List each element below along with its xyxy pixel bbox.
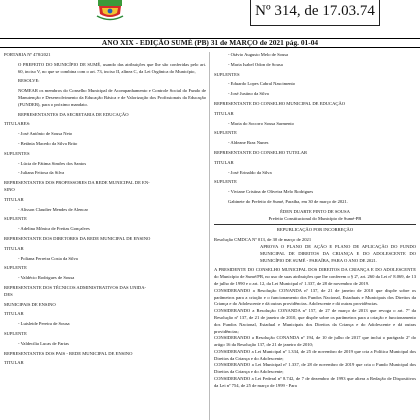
resolution-paragraph: CONSIDERANDO a Resolução CONANDA nº 194, de 10 de julho de 2017 que inclui o parágrafo 2º do artigo 16 da Resolução 137, de 21 de janeiro de 2010;: [214, 335, 416, 348]
member-name: - Juliana Feitosa da Silva: [18, 170, 65, 176]
municipality-logo: [96, 0, 124, 22]
resolution-number: Resolução CMDCA Nº 013, de 30 de março de 2021: [214, 237, 312, 243]
resolution-paragraph: CONSIDERANDO a Lei Municipal nº 1.334, de 25 de novembro de 2019 que cria a Política Municipal dos Direitos da Criança e do Adolescente;: [214, 348, 416, 361]
member-name: - Otávio Augusto Melo de Sousa: [228, 52, 289, 57]
section-title: REPRESENTANTE DO CONSELHO MUNICIPAL DE EDUCAÇÃO: [214, 100, 346, 106]
nomination-body: NOMEAR os membros do Conselho Municipal de Acompanhamento e Controle Social do Fundo de Manutenção e Desenvolvimento da Educação Básica e de Valorização dos Profissionais da Educação (FUNDEB), para o próximo mandato.: [18, 88, 206, 107]
titular-label: TITULAR: [4, 360, 24, 366]
titular-label: TITULAR: [4, 245, 24, 251]
section-title: REPRESENTANTE DO CONSELHO TUTELAR: [214, 149, 308, 155]
portaria-number: PORTARIA Nº 478/2021: [4, 52, 51, 57]
section-title: REPRESENTANTES DOS PAIS - REDE MUNICIPAL DE ENSINO: [4, 350, 133, 356]
left-column: [4, 52, 206, 420]
titular-label: TITULAR: [4, 311, 24, 317]
member-name: - José Erinaldo da Silva: [228, 169, 272, 175]
signer-role: Prefeito Constitucional do Município de Sumé-PB: [268, 215, 362, 221]
edition-line: ANO XIX - EDIÇÃO SUMÉ (PB) 31 de MARÇO de 2021 pág. 01-04: [0, 38, 420, 48]
member-name: - José Antônio de Sousa Neto: [18, 131, 73, 137]
suplentes-label: SUPLENTES: [214, 71, 240, 77]
suplentes-label: SUPLENTES: [4, 150, 30, 156]
republicacao-title: REPUBLICAÇÃO POR INCORREÇÃO: [276, 227, 354, 233]
column-divider: [209, 52, 210, 420]
section-title-cont: DES: [4, 291, 13, 297]
member-name: - Adelina Mônica de Freitas Gonçalves: [18, 226, 90, 232]
member-name: - Maria Isabel Odon de Sousa: [228, 61, 283, 67]
member-name: - Valdecilia Lucas de Farias: [18, 340, 69, 346]
titulares-label: TITULARES:: [4, 121, 31, 127]
member-name: - Luisleide Pereira de Sousa: [18, 321, 70, 327]
member-name: - Viviane Cristina de Oliveira Melo Rodrigues: [228, 189, 314, 195]
suplente-label: SUPLENTE: [4, 216, 27, 222]
member-name: - Poliana Ferreira Costa da Silva: [18, 255, 78, 261]
right-column: [214, 52, 416, 420]
resolution-summary: APROVA O PLANO DE AÇÃO E PLANO DE APLICAÇÃO DO FUNDO MUNICIPAL DE DIREITOS DA CRIANÇA E DO ADOLESCENTE DO MUNICÍPIO DE SUMÉ - PARAÍBA, PARA O ANO DE 2021.: [260, 243, 416, 263]
titular-label: TITULAR: [4, 196, 24, 202]
suplente-label: SUPLENTE: [4, 330, 27, 336]
preamble: O PREFEITO DO MUNICÍPIO DE SUMÉ, usando das atribuições que lhe são conferidas pelo art. 60, inciso V, no que se combina com o art. 73, inciso II, alínea C, da Lei Orgânica do Município,: [18, 61, 206, 74]
member-name: - Lúcia de Fátima Simões dos Santos: [18, 160, 87, 166]
titular-label: TITULAR: [214, 110, 234, 116]
suplente-label: SUPLENTE: [4, 265, 27, 271]
member-name: - Alisson Claudier Mendes de Alencar: [18, 206, 89, 212]
gabinete-line: Gabinete do Prefeito de Sumé, Paraíba, em 30 de março de 2021.: [228, 198, 348, 204]
section-title: REPRESENTANTE DOS TÉCNICOS ADMINISTRATIVOS DAS UNIDA-: [4, 284, 147, 290]
section-title: REPRESENTANTES DA SECRETARIA DE EDUCAÇÃO: [18, 111, 129, 117]
member-name: - Maria do Socorro Sousa Sarmento: [228, 120, 294, 126]
resolve-label: RESOLVE:: [18, 78, 40, 84]
member-name: - Betânia Macedo da Silva Brito: [18, 140, 78, 146]
resolution-paragraph: CONSIDERANDO a Lei Federal nº 8.742, de 7 de dezembro de 1993 que altera a Redação de Dispositivos da Lei nº 754, de 25 de março de 1999 - Para: [214, 376, 416, 388]
resolution-paragraph: CONSIDERANDO a Resolução CONANDA nº 157, de 27 de março de 2013 que revoga o art. 7º da Resolução nº 137, de 21 de janeiro de 2010, que dispõe sobre os parâmetros para a criação e funcionamento dos Fundos Nacional, Estadual e Municipais dos Direitos da Criança e do Adolescente e dá outras providências;: [214, 308, 416, 334]
resolution-paragraph: CONSIDERANDO a Lei Municipal nº 1.337, de 28 de novembro de 2019 que cria o Fundo Municipal dos Direitos da Criança e do Adolescente;: [214, 362, 416, 375]
resolution-paragraph: CONSIDERANDO a Resolução CONANDA nº 137, de 21 de janeiro de 2010 que dispõe sobre os parâmetros para a criação e o funcionamento dos Fundos Nacional, Estaduais e Municipais dos Direitos da Criança e do Adolescente e dá outras providências. Adolescente e dá outras providências.: [214, 287, 416, 307]
section-title: REPRESENTANTE DOS DIRETORES DA REDE MUNICIPAL DE ENSINO: [4, 235, 151, 241]
member-name: - José Justino da Silva: [228, 91, 269, 97]
section-title-cont: SINO: [4, 186, 15, 192]
member-name: - Eduardo Lopes Cabral Nascimento: [228, 81, 296, 87]
member-name: - Valdécio Rodrigues de Sousa: [18, 275, 75, 281]
titular-label: TITULAR: [214, 159, 234, 165]
section-title-cont: MUNICIPAIS DE ENSINO: [4, 301, 56, 307]
issue-number: Nº 314, de 17.03.74: [255, 3, 375, 19]
resolution-paragraph: A PRESIDENTE DO CONSELHO MUNICIPAL DOS DIREITOS DA CRIANÇA E DO ADOLESCENTE do Município de Sumé/PB, no uso de suas atribuições que lhe conferem o § 2º, art. 260 da Lei nº 8.069, de 13 de julho de 1990 e o art. 12, da Lei Municipal nº 1.337, de 28 de novembro de 2019.: [214, 267, 416, 286]
divider: [214, 224, 416, 225]
signer-name: ÉDEN DUARTE PINTO DE SOUSA: [280, 208, 350, 214]
member-name: - Aldeane Braz Nunes: [228, 140, 269, 146]
issue-number-box: [250, 0, 380, 26]
suplente-label: SUPLENTE: [214, 179, 237, 185]
section-title: REPRESENTANTES DOS PROFESSORES DA REDE MUNICIPAL DE EN-: [4, 180, 150, 186]
masthead: [0, 0, 420, 38]
suplente-label: SUPLENTE: [214, 130, 237, 136]
